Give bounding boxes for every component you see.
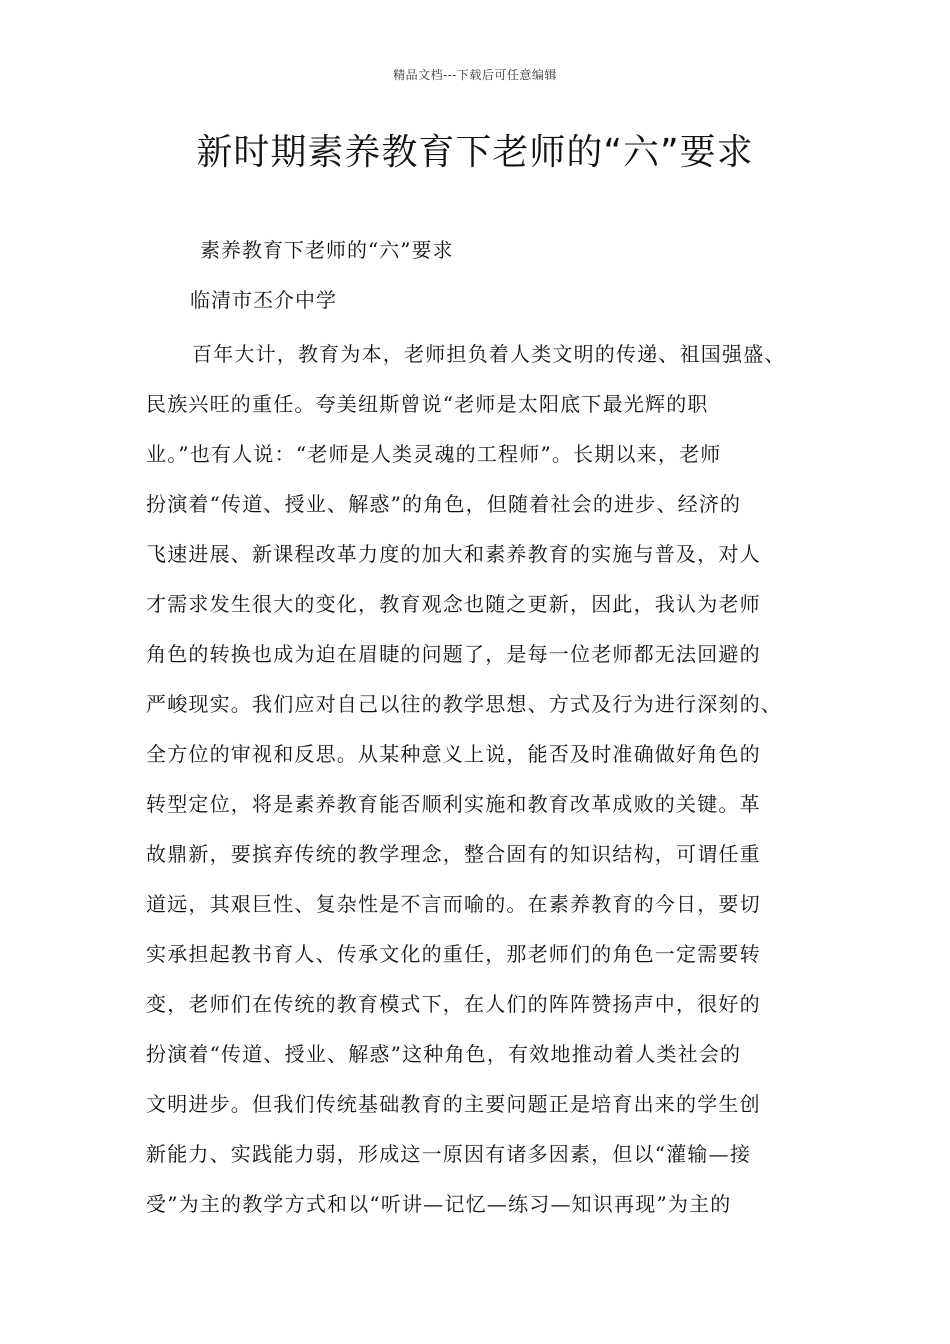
paragraph-line: 飞速进展、新课程改革力度的加大和素养教育的实施与普及，对人	[146, 542, 761, 566]
paragraph-line: 转型定位，将是素养教育能否顺利实施和教育改革成败的关键。革	[146, 792, 761, 816]
paragraph-line: 道远，其艰巨性、复杂性是不言而喻的。在素养教育的今日，要切	[146, 892, 761, 916]
paragraph-line: 新能力、实践能力弱，形成这一原因有诸多因素，但以“灌输—接	[146, 1142, 752, 1166]
paragraph-line: 业。”也有人说：“老师是人类灵魂的工程师”。长期以来，老师	[146, 442, 722, 466]
paragraph-line: 全方位的审视和反思。从某种意义上说，能否及时准确做好角色的	[146, 742, 761, 766]
school-name: 临清市丕介中学	[190, 288, 337, 312]
paragraph-line: 扮演着“传道、授业、解惑”这种角色，有效地推动着人类社会的	[146, 1042, 742, 1066]
paragraph-line: 严峻现实。我们应对自己以往的教学思想、方式及行为进行深刻的、	[146, 692, 782, 716]
paragraph-line: 受”为主的教学方式和以“听讲—记忆—练习—知识再现”为主的	[146, 1192, 732, 1216]
paragraph-line: 变，老师们在传统的教育模式下，在人们的阵阵赞扬声中，很好的	[146, 992, 761, 1016]
paragraph-line: 百年大计，教育为本，老师担负着人类文明的传递、祖国强盛、	[192, 342, 786, 366]
document-subtitle: 素养教育下老师的“六”要求	[200, 238, 454, 262]
paragraph-line: 文明进步。但我们传统基础教育的主要问题正是培育出来的学生创	[146, 1092, 761, 1116]
paragraph-line: 扮演着“传道、授业、解惑”的角色，但随着社会的进步、经济的	[146, 492, 742, 516]
paragraph-line: 实承担起教书育人、传承文化的重任，那老师们的角色一定需要转	[146, 942, 761, 966]
paragraph-line: 故鼎新，要摈弃传统的教学理念，整合固有的知识结构，可谓任重	[146, 842, 761, 866]
body-paragraph	[146, 329, 826, 1229]
paragraph-line: 角色的转换也成为迫在眉睫的问题了，是每一位老师都无法回避的	[146, 642, 761, 666]
paragraph-line: 民族兴旺的重任。夸美纽斯曾说“老师是太阳底下最光辉的职	[146, 392, 709, 416]
page-title: 新时期素养教育下老师的“六”要求	[196, 132, 754, 173]
header-note: 精品文档---下载后可任意编辑	[393, 68, 557, 82]
paragraph-line: 才需求发生很大的变化，教育观念也随之更新，因此，我认为老师	[146, 592, 761, 616]
